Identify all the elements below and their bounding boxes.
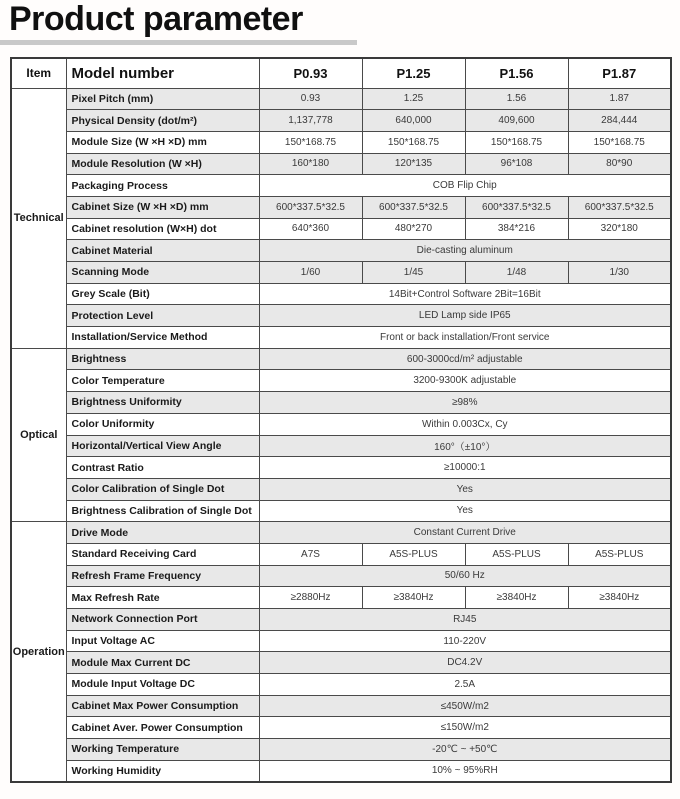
row-label: Color Temperature: [66, 370, 259, 392]
row-label: Brightness: [66, 348, 259, 370]
row-label: Color Uniformity: [66, 413, 259, 435]
value-cell-merged: RJ45: [259, 609, 671, 631]
value-cell-merged: ≥98%: [259, 392, 671, 414]
table-row: [11, 652, 671, 674]
value-cell-merged: DC4.2V: [259, 652, 671, 674]
value-cell: 600*337.5*32.5: [568, 196, 671, 218]
value-cell: A5S-PLUS: [362, 543, 465, 565]
table-row: [11, 175, 671, 197]
row-label: Brightness Uniformity: [66, 392, 259, 414]
value-cell: 150*168.75: [568, 131, 671, 153]
table-row: [11, 305, 671, 327]
table-row: [11, 413, 671, 435]
value-cell: 600*337.5*32.5: [259, 196, 362, 218]
value-cell: 80*90: [568, 153, 671, 175]
table-row: [11, 392, 671, 414]
value-cell: 284,444: [568, 110, 671, 132]
row-label: Module Size (W ×H ×D) mm: [66, 131, 259, 153]
table-row: [11, 218, 671, 240]
value-cell: 600*337.5*32.5: [362, 196, 465, 218]
value-cell: 1/45: [362, 262, 465, 284]
value-cell: ≥3840Hz: [465, 587, 568, 609]
value-cell-merged: ≤150W/m2: [259, 717, 671, 739]
value-cell: 1.87: [568, 88, 671, 110]
table-row: [11, 370, 671, 392]
page-title: Product parameter: [9, 0, 303, 38]
table-row: [11, 131, 671, 153]
row-label: Working Temperature: [66, 739, 259, 761]
value-cell-merged: Front or back installation/Front service: [259, 327, 671, 349]
value-cell: 150*168.75: [465, 131, 568, 153]
table-row: [11, 717, 671, 739]
table-row: [11, 587, 671, 609]
table-row: [11, 609, 671, 631]
row-label: Module Max Current DC: [66, 652, 259, 674]
value-cell: 150*168.75: [259, 131, 362, 153]
value-cell: ≥3840Hz: [362, 587, 465, 609]
table-row: [11, 739, 671, 761]
value-cell-merged: LED Lamp side IP65: [259, 305, 671, 327]
value-cell: 384*216: [465, 218, 568, 240]
value-cell: 160*180: [259, 153, 362, 175]
table-row: [11, 674, 671, 696]
header-model-number: Model number: [66, 58, 259, 88]
header-item: Item: [11, 58, 66, 88]
product-parameter-table: [10, 57, 672, 783]
value-cell-merged: Constant Current Drive: [259, 522, 671, 544]
row-label: Installation/Service Method: [66, 327, 259, 349]
value-cell-merged: COB Flip Chip: [259, 175, 671, 197]
row-label: Cabinet resolution (W×H) dot: [66, 218, 259, 240]
row-label: Color Calibration of Single Dot: [66, 478, 259, 500]
value-cell: 120*135: [362, 153, 465, 175]
value-cell-merged: 110-220V: [259, 630, 671, 652]
value-cell-merged: ≤450W/m2: [259, 695, 671, 717]
row-label: Cabinet Aver. Power Consumption: [66, 717, 259, 739]
row-label: Packaging Process: [66, 175, 259, 197]
value-cell-merged: Yes: [259, 478, 671, 500]
value-cell: 1/48: [465, 262, 568, 284]
value-cell-merged: Die-casting aluminum: [259, 240, 671, 262]
table-row: [11, 153, 671, 175]
table-row: [11, 478, 671, 500]
header-model-p1-87: P1.87: [568, 58, 671, 88]
row-label: Protection Level: [66, 305, 259, 327]
row-label: Refresh Frame Frequency: [66, 565, 259, 587]
value-cell: 320*180: [568, 218, 671, 240]
row-label: Max Refresh Rate: [66, 587, 259, 609]
value-cell: 1.56: [465, 88, 568, 110]
value-cell-merged: 160°（±10°）: [259, 435, 671, 457]
table-header: [11, 58, 671, 88]
value-cell: 1.25: [362, 88, 465, 110]
title-underline-bar: [0, 40, 357, 45]
header-row: [11, 58, 671, 88]
table-row: [11, 760, 671, 782]
value-cell-merged: 600-3000cd/m² adjustable: [259, 348, 671, 370]
value-cell: A7S: [259, 543, 362, 565]
value-cell-merged: Within 0.003Cx, Cy: [259, 413, 671, 435]
row-label: Network Connection Port: [66, 609, 259, 631]
table-row: [11, 565, 671, 587]
value-cell: 409,600: [465, 110, 568, 132]
value-cell: 480*270: [362, 218, 465, 240]
row-label: Module Resolution (W ×H): [66, 153, 259, 175]
value-cell: 1,137,778: [259, 110, 362, 132]
value-cell: A5S-PLUS: [568, 543, 671, 565]
value-cell: 640*360: [259, 218, 362, 240]
row-label: Brightness Calibration of Single Dot: [66, 500, 259, 522]
value-cell-merged: 14Bit+Control Software 2Bit=16Bit: [259, 283, 671, 305]
value-cell-merged: 50/60 Hz: [259, 565, 671, 587]
table-row: [11, 348, 671, 370]
table-row: [11, 196, 671, 218]
row-label: Physical Density (dot/m²): [66, 110, 259, 132]
value-cell: 150*168.75: [362, 131, 465, 153]
table-row: [11, 457, 671, 479]
value-cell: ≥3840Hz: [568, 587, 671, 609]
value-cell: 640,000: [362, 110, 465, 132]
row-label: Horizontal/Vertical View Angle: [66, 435, 259, 457]
header-model-p1-25: P1.25: [362, 58, 465, 88]
value-cell-merged: ≥10000:1: [259, 457, 671, 479]
row-label: Working Humidity: [66, 760, 259, 782]
value-cell-merged: Yes: [259, 500, 671, 522]
table-row: [11, 327, 671, 349]
row-label: Input Voltage AC: [66, 630, 259, 652]
row-label: Pixel Pitch (mm): [66, 88, 259, 110]
value-cell: 0.93: [259, 88, 362, 110]
value-cell: 1/30: [568, 262, 671, 284]
table-row: [11, 543, 671, 565]
table-row: [11, 262, 671, 284]
header-model-p0-93: P0.93: [259, 58, 362, 88]
value-cell-merged: 3200-9300K adjustable: [259, 370, 671, 392]
table-row: [11, 695, 671, 717]
section-label-technical: Technical: [11, 88, 66, 348]
value-cell-merged: 10% ~ 95%RH: [259, 760, 671, 782]
table-row: [11, 283, 671, 305]
spec-table-body: [11, 88, 671, 782]
table-row: [11, 522, 671, 544]
value-cell: 600*337.5*32.5: [465, 196, 568, 218]
value-cell: 1/60: [259, 262, 362, 284]
section-label-optical: Optical: [11, 348, 66, 522]
table-row: [11, 240, 671, 262]
table-row: [11, 88, 671, 110]
row-label: Module Input Voltage DC: [66, 674, 259, 696]
row-label: Cabinet Max Power Consumption: [66, 695, 259, 717]
table-row: [11, 110, 671, 132]
table-row: [11, 435, 671, 457]
table-row: [11, 500, 671, 522]
row-label: Cabinet Material: [66, 240, 259, 262]
row-label: Drive Mode: [66, 522, 259, 544]
row-label: Contrast Ratio: [66, 457, 259, 479]
value-cell-merged: 2.5A: [259, 674, 671, 696]
table-row: [11, 630, 671, 652]
value-cell: A5S-PLUS: [465, 543, 568, 565]
row-label: Standard Receiving Card: [66, 543, 259, 565]
value-cell: ≥2880Hz: [259, 587, 362, 609]
value-cell: 96*108: [465, 153, 568, 175]
row-label: Scanning Mode: [66, 262, 259, 284]
header-model-p1-56: P1.56: [465, 58, 568, 88]
row-label: Cabinet Size (W ×H ×D) mm: [66, 196, 259, 218]
row-label: Grey Scale (Bit): [66, 283, 259, 305]
value-cell-merged: -20℃ ~ +50℃: [259, 739, 671, 761]
section-label-operation: Operation: [11, 522, 66, 782]
